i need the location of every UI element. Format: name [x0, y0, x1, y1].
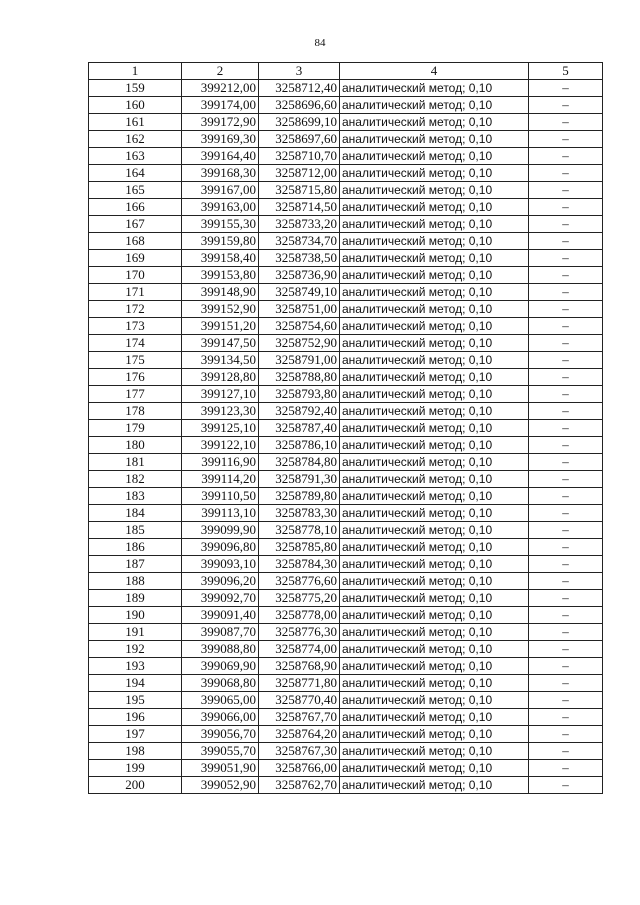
- method-cell: аналитический метод; 0,10: [340, 216, 529, 233]
- x-coordinate-cell: 399091,40: [182, 607, 259, 624]
- method-cell: аналитический метод; 0,10: [340, 403, 529, 420]
- method-cell: аналитический метод; 0,10: [340, 658, 529, 675]
- x-coordinate-cell: 399068,80: [182, 675, 259, 692]
- point-number-cell: 177: [89, 386, 182, 403]
- extra-cell: –: [529, 352, 603, 369]
- table-body: [89, 80, 603, 794]
- extra-cell: –: [529, 641, 603, 658]
- method-cell: аналитический метод; 0,10: [340, 267, 529, 284]
- y-coordinate-cell: 3258778,10: [259, 522, 340, 539]
- point-number-cell: 171: [89, 284, 182, 301]
- extra-cell: –: [529, 692, 603, 709]
- method-cell: аналитический метод; 0,10: [340, 165, 529, 182]
- x-coordinate-cell: 399152,90: [182, 301, 259, 318]
- x-coordinate-cell: 399155,30: [182, 216, 259, 233]
- x-coordinate-cell: 399051,90: [182, 760, 259, 777]
- table-row: [89, 284, 603, 301]
- extra-cell: –: [529, 726, 603, 743]
- method-cell: аналитический метод; 0,10: [340, 505, 529, 522]
- point-number-cell: 169: [89, 250, 182, 267]
- y-coordinate-cell: 3258712,40: [259, 80, 340, 97]
- y-coordinate-cell: 3258697,60: [259, 131, 340, 148]
- x-coordinate-cell: 399174,00: [182, 97, 259, 114]
- x-coordinate-cell: 399096,20: [182, 573, 259, 590]
- y-coordinate-cell: 3258791,30: [259, 471, 340, 488]
- table-row: [89, 165, 603, 182]
- extra-cell: –: [529, 658, 603, 675]
- extra-cell: –: [529, 97, 603, 114]
- x-coordinate-cell: 399168,30: [182, 165, 259, 182]
- point-number-cell: 178: [89, 403, 182, 420]
- point-number-cell: 180: [89, 437, 182, 454]
- table-row: [89, 80, 603, 97]
- method-cell: аналитический метод; 0,10: [340, 471, 529, 488]
- method-cell: аналитический метод; 0,10: [340, 726, 529, 743]
- extra-cell: –: [529, 709, 603, 726]
- table-row: [89, 403, 603, 420]
- method-cell: аналитический метод; 0,10: [340, 590, 529, 607]
- table-row: [89, 573, 603, 590]
- x-coordinate-cell: 399158,40: [182, 250, 259, 267]
- x-coordinate-cell: 399055,70: [182, 743, 259, 760]
- table-row: [89, 726, 603, 743]
- method-cell: аналитический метод; 0,10: [340, 573, 529, 590]
- method-cell: аналитический метод; 0,10: [340, 386, 529, 403]
- point-number-cell: 175: [89, 352, 182, 369]
- table-row: [89, 624, 603, 641]
- point-number-cell: 159: [89, 80, 182, 97]
- column-header-5: 5: [529, 63, 603, 80]
- method-cell: аналитический метод; 0,10: [340, 624, 529, 641]
- x-coordinate-cell: 399092,70: [182, 590, 259, 607]
- point-number-cell: 161: [89, 114, 182, 131]
- x-coordinate-cell: 399159,80: [182, 233, 259, 250]
- y-coordinate-cell: 3258696,60: [259, 97, 340, 114]
- table-row: [89, 675, 603, 692]
- table-row: [89, 488, 603, 505]
- table-row: [89, 437, 603, 454]
- method-cell: аналитический метод; 0,10: [340, 335, 529, 352]
- point-number-cell: 176: [89, 369, 182, 386]
- extra-cell: –: [529, 284, 603, 301]
- x-coordinate-cell: 399065,00: [182, 692, 259, 709]
- extra-cell: –: [529, 233, 603, 250]
- table-row: [89, 114, 603, 131]
- point-number-cell: 195: [89, 692, 182, 709]
- method-cell: аналитический метод; 0,10: [340, 760, 529, 777]
- extra-cell: –: [529, 471, 603, 488]
- table-row: [89, 607, 603, 624]
- point-number-cell: 194: [89, 675, 182, 692]
- x-coordinate-cell: 399169,30: [182, 131, 259, 148]
- coordinates-table: [88, 62, 603, 794]
- method-cell: аналитический метод; 0,10: [340, 233, 529, 250]
- y-coordinate-cell: 3258752,90: [259, 335, 340, 352]
- method-cell: аналитический метод; 0,10: [340, 131, 529, 148]
- x-coordinate-cell: 399066,00: [182, 709, 259, 726]
- method-cell: аналитический метод; 0,10: [340, 318, 529, 335]
- method-cell: аналитический метод; 0,10: [340, 539, 529, 556]
- table-row: [89, 539, 603, 556]
- method-cell: аналитический метод; 0,10: [340, 369, 529, 386]
- table-row: [89, 420, 603, 437]
- point-number-cell: 191: [89, 624, 182, 641]
- table-row: [89, 505, 603, 522]
- y-coordinate-cell: 3258733,20: [259, 216, 340, 233]
- point-number-cell: 198: [89, 743, 182, 760]
- x-coordinate-cell: 399056,70: [182, 726, 259, 743]
- extra-cell: –: [529, 403, 603, 420]
- point-number-cell: 163: [89, 148, 182, 165]
- x-coordinate-cell: 399052,90: [182, 777, 259, 794]
- point-number-cell: 181: [89, 454, 182, 471]
- extra-cell: –: [529, 335, 603, 352]
- extra-cell: –: [529, 80, 603, 97]
- y-coordinate-cell: 3258785,80: [259, 539, 340, 556]
- x-coordinate-cell: 399147,50: [182, 335, 259, 352]
- x-coordinate-cell: 399069,90: [182, 658, 259, 675]
- extra-cell: –: [529, 182, 603, 199]
- method-cell: аналитический метод; 0,10: [340, 607, 529, 624]
- y-coordinate-cell: 3258787,40: [259, 420, 340, 437]
- y-coordinate-cell: 3258774,00: [259, 641, 340, 658]
- extra-cell: –: [529, 539, 603, 556]
- x-coordinate-cell: 399134,50: [182, 352, 259, 369]
- method-cell: аналитический метод; 0,10: [340, 692, 529, 709]
- x-coordinate-cell: 399127,10: [182, 386, 259, 403]
- point-number-cell: 162: [89, 131, 182, 148]
- point-number-cell: 182: [89, 471, 182, 488]
- point-number-cell: 200: [89, 777, 182, 794]
- table-row: [89, 743, 603, 760]
- y-coordinate-cell: 3258762,70: [259, 777, 340, 794]
- x-coordinate-cell: 399123,30: [182, 403, 259, 420]
- extra-cell: –: [529, 318, 603, 335]
- point-number-cell: 193: [89, 658, 182, 675]
- point-number-cell: 184: [89, 505, 182, 522]
- x-coordinate-cell: 399087,70: [182, 624, 259, 641]
- extra-cell: –: [529, 267, 603, 284]
- point-number-cell: 189: [89, 590, 182, 607]
- y-coordinate-cell: 3258776,30: [259, 624, 340, 641]
- x-coordinate-cell: 399148,90: [182, 284, 259, 301]
- method-cell: аналитический метод; 0,10: [340, 641, 529, 658]
- extra-cell: –: [529, 777, 603, 794]
- table-row: [89, 386, 603, 403]
- y-coordinate-cell: 3258784,30: [259, 556, 340, 573]
- extra-cell: –: [529, 165, 603, 182]
- point-number-cell: 187: [89, 556, 182, 573]
- y-coordinate-cell: 3258792,40: [259, 403, 340, 420]
- method-cell: аналитический метод; 0,10: [340, 352, 529, 369]
- x-coordinate-cell: 399099,90: [182, 522, 259, 539]
- point-number-cell: 167: [89, 216, 182, 233]
- method-cell: аналитический метод; 0,10: [340, 709, 529, 726]
- extra-cell: –: [529, 607, 603, 624]
- x-coordinate-cell: 399164,40: [182, 148, 259, 165]
- y-coordinate-cell: 3258788,80: [259, 369, 340, 386]
- method-cell: аналитический метод; 0,10: [340, 556, 529, 573]
- x-coordinate-cell: 399167,00: [182, 182, 259, 199]
- y-coordinate-cell: 3258736,90: [259, 267, 340, 284]
- y-coordinate-cell: 3258778,00: [259, 607, 340, 624]
- point-number-cell: 168: [89, 233, 182, 250]
- point-number-cell: 179: [89, 420, 182, 437]
- point-number-cell: 174: [89, 335, 182, 352]
- table-row: [89, 233, 603, 250]
- y-coordinate-cell: 3258793,80: [259, 386, 340, 403]
- x-coordinate-cell: 399163,00: [182, 199, 259, 216]
- y-coordinate-cell: 3258789,80: [259, 488, 340, 505]
- point-number-cell: 183: [89, 488, 182, 505]
- table-row: [89, 556, 603, 573]
- table-row: [89, 199, 603, 216]
- y-coordinate-cell: 3258767,30: [259, 743, 340, 760]
- table-row: [89, 369, 603, 386]
- x-coordinate-cell: 399093,10: [182, 556, 259, 573]
- method-cell: аналитический метод; 0,10: [340, 250, 529, 267]
- method-cell: аналитический метод; 0,10: [340, 97, 529, 114]
- y-coordinate-cell: 3258770,40: [259, 692, 340, 709]
- extra-cell: –: [529, 437, 603, 454]
- point-number-cell: 160: [89, 97, 182, 114]
- method-cell: аналитический метод; 0,10: [340, 284, 529, 301]
- extra-cell: –: [529, 454, 603, 471]
- table-row: [89, 318, 603, 335]
- extra-cell: –: [529, 556, 603, 573]
- table-row: [89, 250, 603, 267]
- table-row: [89, 454, 603, 471]
- table-row: [89, 590, 603, 607]
- method-cell: аналитический метод; 0,10: [340, 522, 529, 539]
- y-coordinate-cell: 3258783,30: [259, 505, 340, 522]
- method-cell: аналитический метод; 0,10: [340, 301, 529, 318]
- method-cell: аналитический метод; 0,10: [340, 420, 529, 437]
- table-row: [89, 352, 603, 369]
- table-row: [89, 709, 603, 726]
- y-coordinate-cell: 3258754,60: [259, 318, 340, 335]
- column-header-4: 4: [340, 63, 529, 80]
- method-cell: аналитический метод; 0,10: [340, 454, 529, 471]
- y-coordinate-cell: 3258751,00: [259, 301, 340, 318]
- table-row: [89, 658, 603, 675]
- method-cell: аналитический метод; 0,10: [340, 182, 529, 199]
- column-header-2: 2: [182, 63, 259, 80]
- extra-cell: –: [529, 743, 603, 760]
- y-coordinate-cell: 3258715,80: [259, 182, 340, 199]
- point-number-cell: 188: [89, 573, 182, 590]
- column-header-3: 3: [259, 63, 340, 80]
- point-number-cell: 185: [89, 522, 182, 539]
- y-coordinate-cell: 3258766,00: [259, 760, 340, 777]
- x-coordinate-cell: 399114,20: [182, 471, 259, 488]
- x-coordinate-cell: 399113,10: [182, 505, 259, 522]
- table-header: [89, 63, 603, 80]
- extra-cell: –: [529, 675, 603, 692]
- table-row: [89, 131, 603, 148]
- y-coordinate-cell: 3258791,00: [259, 352, 340, 369]
- point-number-cell: 172: [89, 301, 182, 318]
- table-row: [89, 267, 603, 284]
- y-coordinate-cell: 3258771,80: [259, 675, 340, 692]
- point-number-cell: 196: [89, 709, 182, 726]
- table-row: [89, 97, 603, 114]
- extra-cell: –: [529, 420, 603, 437]
- table-row: [89, 148, 603, 165]
- y-coordinate-cell: 3258768,90: [259, 658, 340, 675]
- y-coordinate-cell: 3258738,50: [259, 250, 340, 267]
- point-number-cell: 173: [89, 318, 182, 335]
- x-coordinate-cell: 399153,80: [182, 267, 259, 284]
- table-row: [89, 301, 603, 318]
- x-coordinate-cell: 399116,90: [182, 454, 259, 471]
- method-cell: аналитический метод; 0,10: [340, 80, 529, 97]
- extra-cell: –: [529, 624, 603, 641]
- y-coordinate-cell: 3258712,00: [259, 165, 340, 182]
- y-coordinate-cell: 3258714,50: [259, 199, 340, 216]
- table-row: [89, 335, 603, 352]
- x-coordinate-cell: 399128,80: [182, 369, 259, 386]
- method-cell: аналитический метод; 0,10: [340, 743, 529, 760]
- y-coordinate-cell: 3258784,80: [259, 454, 340, 471]
- extra-cell: –: [529, 301, 603, 318]
- point-number-cell: 192: [89, 641, 182, 658]
- table-row: [89, 216, 603, 233]
- table-row: [89, 692, 603, 709]
- extra-cell: –: [529, 522, 603, 539]
- header-row: [89, 63, 603, 80]
- point-number-cell: 164: [89, 165, 182, 182]
- x-coordinate-cell: 399172,90: [182, 114, 259, 131]
- x-coordinate-cell: 399110,50: [182, 488, 259, 505]
- y-coordinate-cell: 3258767,70: [259, 709, 340, 726]
- point-number-cell: 170: [89, 267, 182, 284]
- x-coordinate-cell: 399125,10: [182, 420, 259, 437]
- y-coordinate-cell: 3258734,70: [259, 233, 340, 250]
- table-row: [89, 522, 603, 539]
- method-cell: аналитический метод; 0,10: [340, 437, 529, 454]
- x-coordinate-cell: 399151,20: [182, 318, 259, 335]
- point-number-cell: 166: [89, 199, 182, 216]
- extra-cell: –: [529, 131, 603, 148]
- method-cell: аналитический метод; 0,10: [340, 114, 529, 131]
- point-number-cell: 190: [89, 607, 182, 624]
- y-coordinate-cell: 3258775,20: [259, 590, 340, 607]
- extra-cell: –: [529, 488, 603, 505]
- y-coordinate-cell: 3258764,20: [259, 726, 340, 743]
- extra-cell: –: [529, 216, 603, 233]
- extra-cell: –: [529, 760, 603, 777]
- x-coordinate-cell: 399122,10: [182, 437, 259, 454]
- extra-cell: –: [529, 505, 603, 522]
- y-coordinate-cell: 3258710,70: [259, 148, 340, 165]
- point-number-cell: 165: [89, 182, 182, 199]
- y-coordinate-cell: 3258699,10: [259, 114, 340, 131]
- method-cell: аналитический метод; 0,10: [340, 777, 529, 794]
- y-coordinate-cell: 3258786,10: [259, 437, 340, 454]
- point-number-cell: 197: [89, 726, 182, 743]
- table-row: [89, 760, 603, 777]
- extra-cell: –: [529, 573, 603, 590]
- y-coordinate-cell: 3258776,60: [259, 573, 340, 590]
- x-coordinate-cell: 399088,80: [182, 641, 259, 658]
- table-row: [89, 471, 603, 488]
- method-cell: аналитический метод; 0,10: [340, 488, 529, 505]
- y-coordinate-cell: 3258749,10: [259, 284, 340, 301]
- table-row: [89, 641, 603, 658]
- point-number-cell: 199: [89, 760, 182, 777]
- extra-cell: –: [529, 199, 603, 216]
- page-number: 84: [314, 37, 326, 49]
- x-coordinate-cell: 399212,00: [182, 80, 259, 97]
- extra-cell: –: [529, 386, 603, 403]
- extra-cell: –: [529, 369, 603, 386]
- column-header-1: 1: [89, 63, 182, 80]
- extra-cell: –: [529, 114, 603, 131]
- extra-cell: –: [529, 590, 603, 607]
- method-cell: аналитический метод; 0,10: [340, 199, 529, 216]
- extra-cell: –: [529, 148, 603, 165]
- method-cell: аналитический метод; 0,10: [340, 148, 529, 165]
- extra-cell: –: [529, 250, 603, 267]
- point-number-cell: 186: [89, 539, 182, 556]
- table-row: [89, 182, 603, 199]
- x-coordinate-cell: 399096,80: [182, 539, 259, 556]
- table-row: [89, 777, 603, 794]
- method-cell: аналитический метод; 0,10: [340, 675, 529, 692]
